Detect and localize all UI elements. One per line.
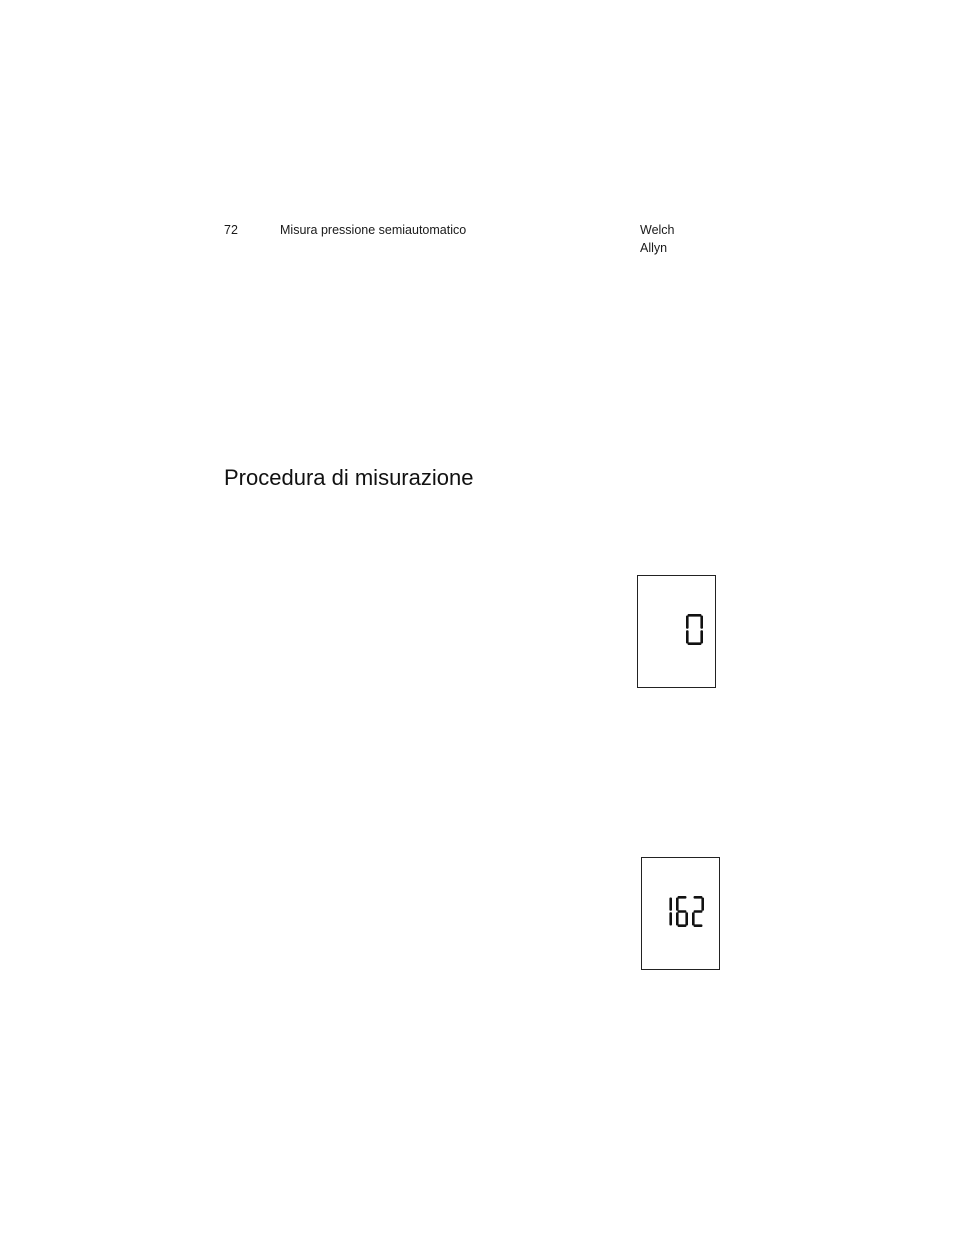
lcd-segment-2-g	[694, 910, 703, 913]
lcd-segment-6-c	[685, 912, 688, 925]
running-header	[224, 221, 704, 255]
lcd-segment-2-a	[694, 896, 703, 899]
lcd-segment-6-g	[678, 910, 687, 913]
lcd-segment-6-f	[676, 898, 679, 911]
lcd-segment-0-c	[700, 630, 703, 643]
lcd-display-zero	[637, 575, 716, 688]
lcd-display-162	[641, 857, 720, 970]
lcd-segment-6-e	[676, 912, 679, 925]
lcd-segment-1-c	[669, 912, 672, 925]
page-number: 72	[224, 223, 238, 237]
lcd-segment-2-b	[701, 898, 704, 911]
lcd-segment-6-d	[678, 924, 687, 927]
lcd-segment-1-b	[669, 898, 672, 911]
page-heading: Procedura di misurazione	[224, 465, 474, 490]
lcd-segment-0-e	[686, 630, 689, 643]
brand-name: Welch Allyn	[640, 223, 675, 255]
lcd-segment-0-b	[700, 616, 703, 629]
lcd-digits-zero	[638, 576, 715, 687]
lcd-segment-6-a	[678, 896, 687, 899]
lcd-segment-2-d	[694, 924, 703, 927]
lcd-segment-0-d	[688, 642, 702, 645]
lcd-segment-0-a	[688, 614, 702, 617]
section-title: Misura pressione semiautomatico	[280, 223, 467, 237]
lcd-segment-0-f	[686, 616, 689, 629]
lcd-digits-162	[642, 858, 719, 969]
lcd-segment-2-e	[692, 912, 695, 925]
